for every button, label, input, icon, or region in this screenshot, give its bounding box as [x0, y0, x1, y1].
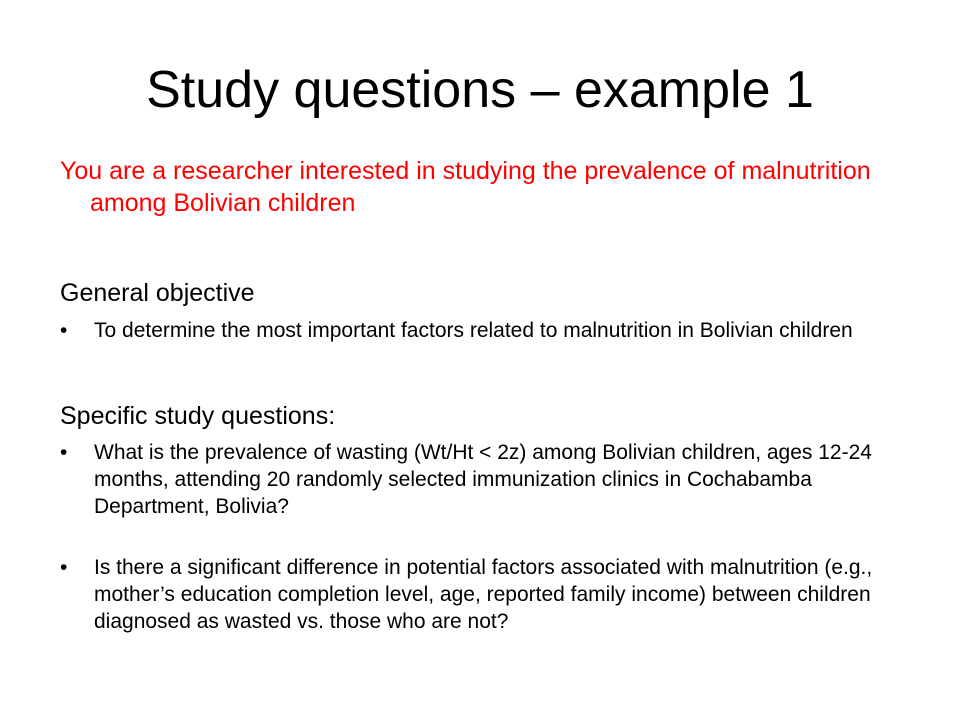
bullet-dot-icon: • — [60, 441, 68, 464]
intro-text: You are a researcher interested in studying the prevalence of malnutrition among Bolivian children — [60, 157, 871, 217]
bullet-dot-icon: • — [60, 556, 68, 579]
general-objective-heading: General objective — [60, 279, 255, 307]
specific-question-bullet-2 — [60, 554, 920, 635]
bullet-text: To determine the most important factors related to malnutrition in Bolivian children — [94, 319, 853, 342]
slide-title: Study questions – example 1 — [146, 61, 814, 119]
specific-questions-heading: Specific study questions: — [60, 402, 336, 430]
bullet-text: Is there a significant difference in potential factors associated with malnutrition (e.g., mother’s education completion level, age, reported family income) between children diagnosed as wasted vs. those who are not? — [94, 556, 873, 633]
bullet-text: What is the prevalence of wasting (Wt/Ht < 2z) among Bolivian children, ages 12-24 months, attending 20 randomly selected immunization clinics in Cochabamba Department, Bolivia? — [94, 441, 872, 518]
slide-content — [60, 155, 920, 635]
general-objective-bullet — [60, 317, 920, 344]
specific-question-bullet-1 — [60, 439, 920, 520]
bullet-dot-icon: • — [60, 319, 68, 342]
